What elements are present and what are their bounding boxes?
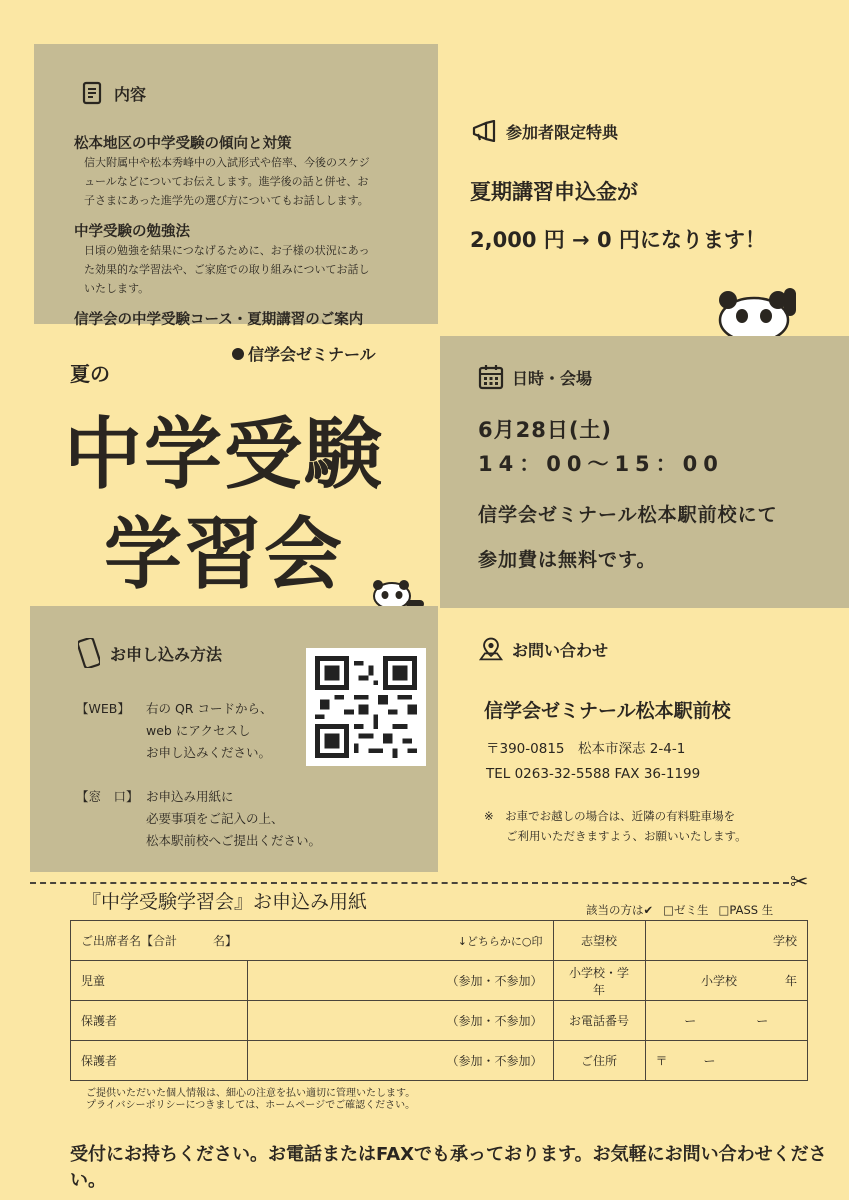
web-key: 【WEB】 xyxy=(76,701,130,716)
application-form-table xyxy=(70,920,808,1081)
desired-school-field[interactable]: 学校 xyxy=(645,921,807,961)
event-fee: 参加費は無料です。 xyxy=(478,549,657,571)
form-label: 保護者 xyxy=(71,1001,248,1041)
sub1-text xyxy=(74,153,434,210)
web-line: お申し込みください。 xyxy=(146,745,272,760)
form-label: 志望校 xyxy=(553,921,645,961)
tokuten-line2: 2,000 円 → 0 円になります！ xyxy=(470,228,766,252)
calendar-icon xyxy=(478,364,504,390)
apply-window xyxy=(76,786,321,852)
title-line1: 中学受験 xyxy=(64,410,385,500)
brand-name: 信学会ゼミナール xyxy=(248,345,376,364)
privacy-note xyxy=(86,1088,415,1112)
apply-heading xyxy=(76,640,222,666)
tokuten-heading xyxy=(472,118,618,144)
parking-note-line: ※ お車でお越しの場合は、近隣の有料駐車場を xyxy=(484,809,736,823)
sub2-title: 中学受験の勉強法 xyxy=(74,224,190,240)
window-key: 【窓 口】 xyxy=(76,789,139,804)
sub1-line: 信大附属中や松本秀峰中の入試形式や倍率、今後のスケジ xyxy=(84,156,370,169)
form-label: 小学校・学年 xyxy=(553,961,645,1001)
brand-logo xyxy=(232,342,376,365)
apply-heading-label: お申し込み方法 xyxy=(110,644,223,664)
attend-choice-field[interactable]: （参加・不参加） xyxy=(247,1041,553,1081)
tokuten-heading-label: 参加者限定特典 xyxy=(506,122,619,142)
parking-note-line: ご利用いただきますよう、お願いいたします。 xyxy=(506,829,747,843)
table-row xyxy=(71,921,808,961)
contact-heading xyxy=(478,636,608,662)
title-line2: 学習会 xyxy=(104,510,345,600)
parking-note xyxy=(484,806,747,846)
datetime-heading xyxy=(478,364,849,390)
window-line: 松本駅前校へご提出ください。 xyxy=(146,833,322,848)
content-heading-label: 内容 xyxy=(114,84,147,104)
sub1-line: ュールなどについてお伝えします。進学後の話と併せ、お xyxy=(84,175,369,188)
event-place: 信学会ゼミナール松本駅前校にて xyxy=(478,504,778,526)
web-line: web にアクセスし xyxy=(146,723,251,738)
seminar-member-checkbox[interactable]: □ゼミ生 xyxy=(663,903,709,917)
circle-note: ↓どちらかに○印 xyxy=(247,921,553,961)
apply-web xyxy=(76,698,272,764)
megaphone-icon xyxy=(472,118,498,144)
form-title: 『中学受験学習会』お申込み用紙 xyxy=(82,891,368,913)
datetime-section xyxy=(440,336,849,608)
datetime-heading-label: 日時・会場 xyxy=(512,368,593,388)
event-time: 14：00〜15：00 xyxy=(478,452,724,476)
smartphone-icon xyxy=(76,640,102,666)
title-prefix: 夏の xyxy=(70,362,110,386)
content-section xyxy=(34,44,438,328)
window-line: 必要事項をご記入の上、 xyxy=(146,811,284,826)
table-row xyxy=(71,1001,808,1041)
cut-line xyxy=(30,882,789,884)
scissors-icon: ✂ xyxy=(790,870,809,895)
map-pin-icon xyxy=(478,636,504,662)
brand-mark-icon xyxy=(232,348,244,360)
table-row xyxy=(71,961,808,1001)
tokuten-line1: 夏期講習申込金が xyxy=(470,180,638,204)
privacy-line: ご提供いただいた個人情報は、細心の注意を払い適切に管理いたします。 xyxy=(86,1088,416,1099)
form-label: お電話番号 xyxy=(553,1001,645,1041)
window-line: お申込み用紙に xyxy=(146,789,234,804)
pass-member-checkbox[interactable]: □PASS 生 xyxy=(718,903,774,917)
form-label: 児童 xyxy=(71,961,248,1001)
sub1-line: 子さまにあった進学先の選び方についてもお話しします。 xyxy=(84,194,369,207)
privacy-line: プライバシーポリシーにつきましては、ホームページでご確認ください。 xyxy=(86,1100,416,1111)
form-label: 保護者 xyxy=(71,1041,248,1081)
phone-field[interactable]: ー ー xyxy=(645,1001,807,1041)
contact-phone[interactable]: TEL 0263-32-5588 FAX 36-1199 xyxy=(486,766,701,782)
member-check xyxy=(586,902,773,918)
form-label: ご住所 xyxy=(553,1041,645,1081)
sub2-line: いたします。 xyxy=(84,282,150,295)
panda-icon xyxy=(706,284,802,338)
attend-choice-field[interactable]: （参加・不参加） xyxy=(247,1001,553,1041)
sub1-title: 松本地区の中学受験の傾向と対策 xyxy=(74,136,292,152)
contact-address: 〒390-0815 松本市深志 2-4-1 xyxy=(486,741,686,757)
sub3-title: 信学会の中学受験コース・夏期講習のご案内 xyxy=(74,312,364,328)
contact-heading-label: お問い合わせ xyxy=(512,640,609,660)
event-date: 6月28日(土) xyxy=(478,418,613,442)
contact-school-name: 信学会ゼミナール松本駅前校 xyxy=(484,700,731,722)
attend-choice-field[interactable]: （参加・不参加） xyxy=(247,961,553,1001)
attend-header xyxy=(71,921,248,961)
sub2-text xyxy=(74,241,434,298)
memo-icon xyxy=(80,80,106,106)
qr-code-icon[interactable] xyxy=(306,648,426,766)
address-field[interactable]: 〒 ー xyxy=(645,1041,807,1081)
sub2-line: た効果的な学習法や、ご家庭での取り組みについてお話し xyxy=(84,263,370,276)
table-row xyxy=(71,1041,808,1081)
sub2-line: 日頃の勉強を結果につなげるために、お子様の状況にあっ xyxy=(84,244,370,257)
school-grade-field[interactable]: 小学校 年 xyxy=(645,961,807,1001)
footer-message: 受付にお持ちください。お電話またはFAXでも承っております。お気軽にお問い合わせください。 xyxy=(70,1144,827,1191)
web-line: 右の QR コードから、 xyxy=(146,701,273,716)
content-heading xyxy=(80,80,146,106)
attend-header-label: ご出席者名【合計 名】 xyxy=(81,934,238,948)
member-check-label: 該当の方は✔ xyxy=(586,903,654,917)
